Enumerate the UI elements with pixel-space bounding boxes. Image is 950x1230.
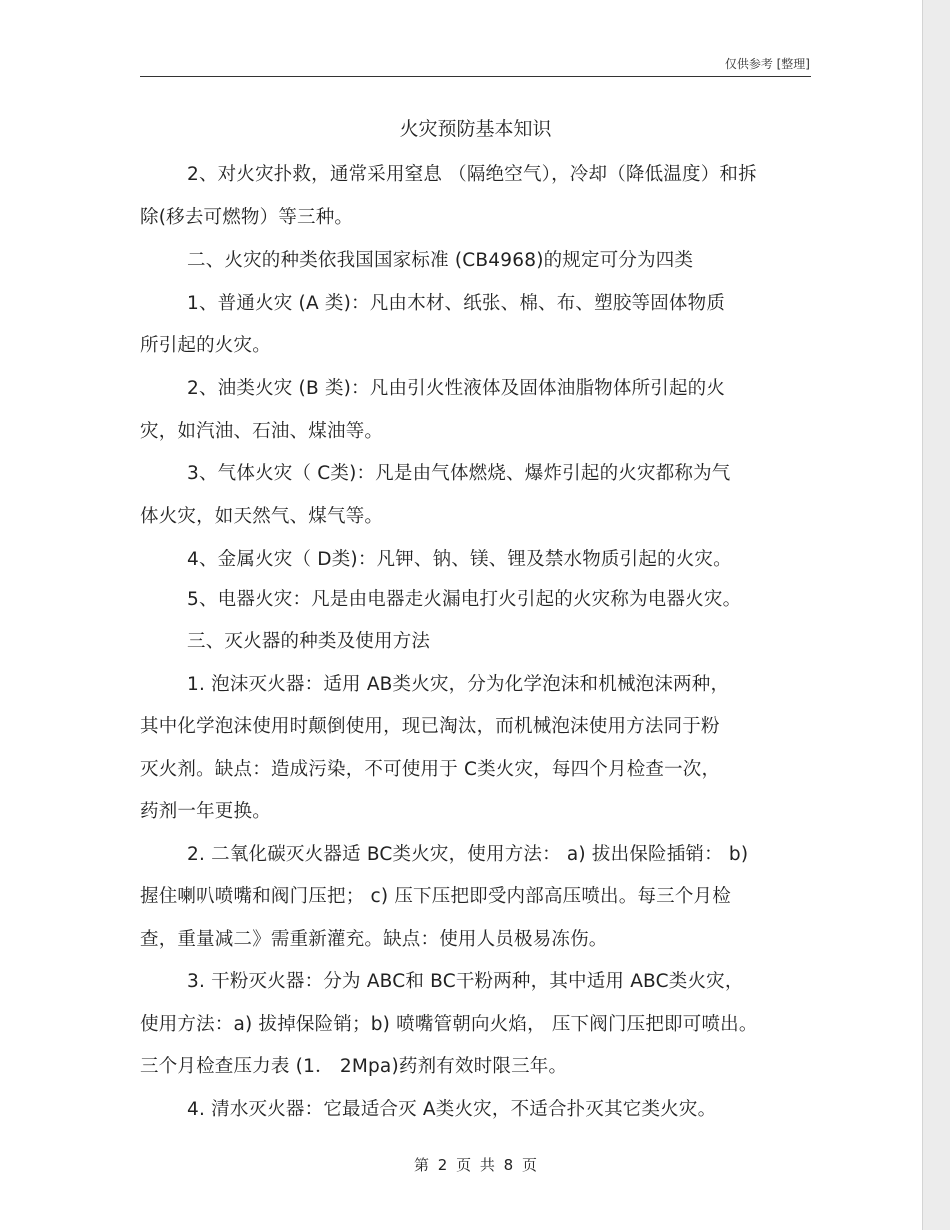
page-number-footer: 第 2 页 共 8 页 [414,1156,537,1174]
document-title: 火灾预防基本知识 [399,118,552,140]
paragraph-line: 二、火灾的种类依我国国家标准 (CB4968)的规定可分为四类 [187,250,694,271]
paragraph-line: 使用方法：a) 拔掉保险销；b) 喷嘴管朝向火焰， 压下阀门压把即可喷出。 [140,1014,758,1035]
paragraph-line: 3. 干粉灭火器：分为 ABC和 BC干粉两种，其中适用 ABC类火灾， [187,971,744,992]
paragraph-line: 除(移去可燃物）等三种。 [140,207,354,228]
paragraph-line: 药剂一年更换。 [140,801,271,822]
paragraph-line: 三个月检查压力表 (1． 2Mpa)药剂有效时限三年。 [140,1056,568,1077]
paragraph-line: 4. 清水灭火器：它最适合灭 A类火灾，不适合扑灭其它类火灾。 [187,1099,717,1120]
paragraph-line: 其中化学泡沫使用时颠倒使用，现已淘汰，而机械泡沫使用方法同于粉 [140,716,720,737]
paragraph-line: 1. 泡沫灭火器：适用 AB类火灾，分为化学泡沫和机械泡沫两种， [187,674,730,695]
paragraph-line: 灾，如汽油、石油、煤油等。 [140,421,384,442]
paragraph-line: 所引起的火灾。 [140,335,271,356]
paragraph-line: 体火灾，如天然气、煤气等。 [140,506,384,527]
paragraph-line: 4、金属火灾（ D类)：凡钾、钠、镁、锂及禁水物质引起的火灾。 [187,549,732,570]
paragraph-line: 2. 二氧化碳灭火器适 BC类火灾，使用方法： a) 拔出保险插销： b) [187,844,749,865]
paragraph-line: 灭火剂。缺点：造成污染，不可使用于 C类火灾，每四个月检查一次， [140,759,721,780]
paragraph-line: 三、灭火器的种类及使用方法 [187,631,431,652]
paragraph-line: 5、电器火灾：凡是由电器走火漏电打火引起的火灾称为电器火灾。 [187,589,742,610]
paragraph-line: 查，重量减二》需重新灌充。缺点：使用人员极易冻伤。 [140,929,608,950]
paragraph-line: 3、气体火灾（ C类)：凡是由气体燃烧、爆炸引起的火灾都称为气 [187,463,731,484]
paragraph-line: 2、油类火灾 (B 类)：凡由引火性液体及固体油脂物体所引起的火 [187,378,726,399]
header-divider [140,76,811,77]
paragraph-line: 握住喇叭喷嘴和阀门压把； c) 压下压把即受内部高压喷出。每三个月检 [140,886,731,907]
paragraph-line: 2、对火灾扑救，通常采用窒息 （隔绝空气），冷却（降低温度）和拆 [187,164,757,185]
paragraph-line: 1、普通火灾 (A 类)：凡由木材、纸张、棉、布、塑胶等固体物质 [187,293,726,314]
header-note: 仅供参考 [整理] [724,57,810,71]
